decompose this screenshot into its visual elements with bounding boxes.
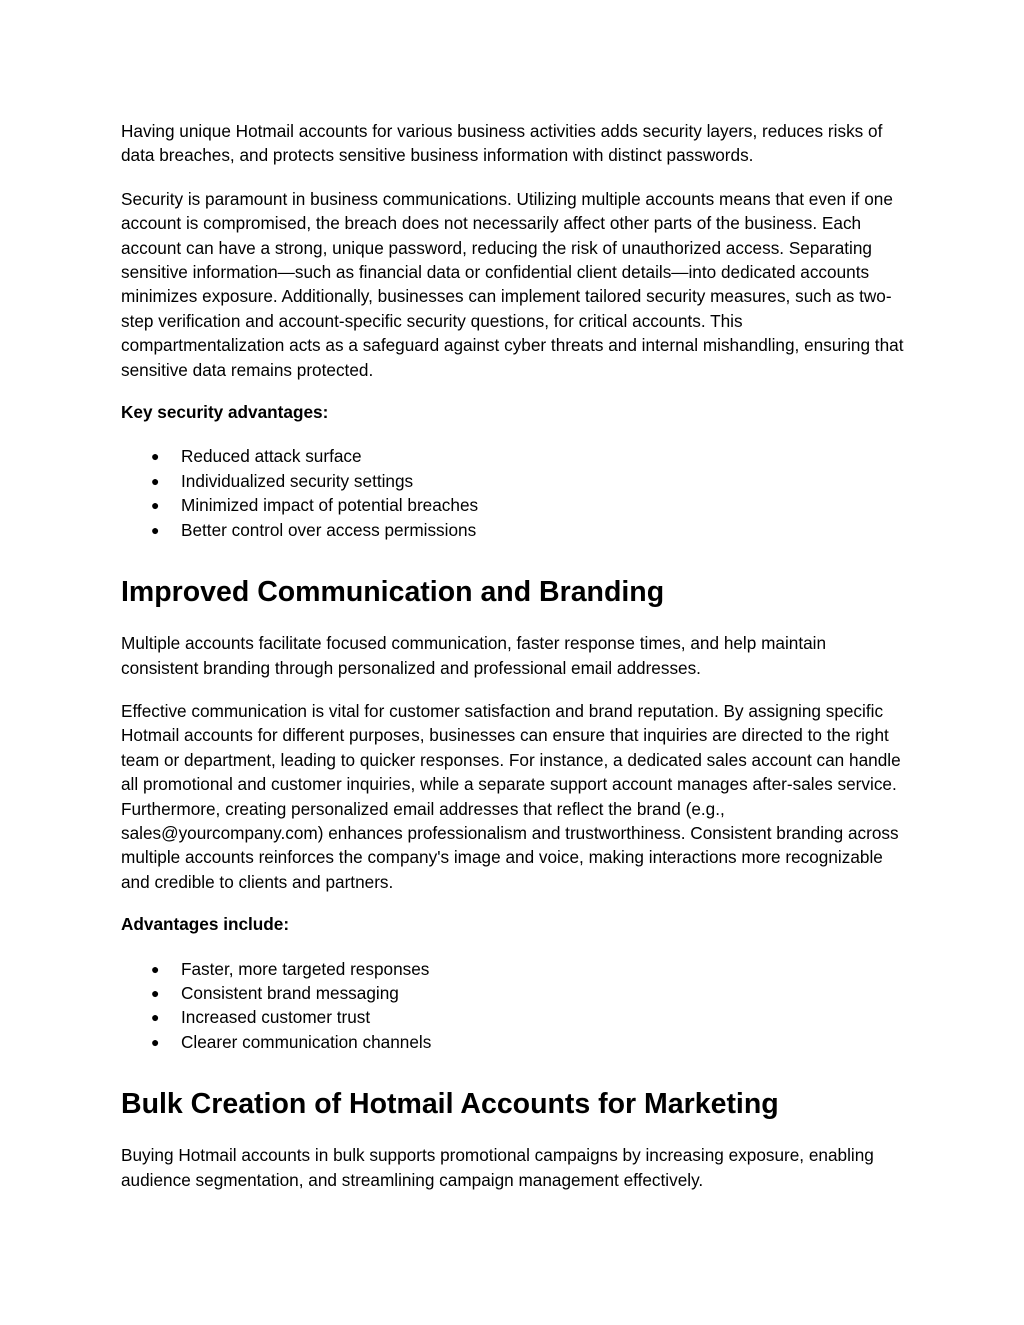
communication-advantages-list	[121, 957, 906, 1055]
security-list-label: Key security advantages:	[121, 402, 329, 423]
bulk-heading: Bulk Creation of Hotmail Accounts for Marketing	[121, 1088, 779, 1121]
list-item	[121, 444, 906, 468]
list-item-text: Faster, more targeted responses	[181, 958, 430, 979]
list-item-text: Better control over access permissions	[181, 519, 477, 540]
communication-list-label: Advantages include:	[121, 914, 290, 935]
list-item-text: Clearer communication channels	[181, 1031, 432, 1052]
bullet-icon: ●	[151, 984, 160, 1001]
list-item	[121, 1005, 906, 1029]
bullet-icon: ●	[151, 497, 160, 514]
bullet-icon: ●	[151, 1009, 160, 1026]
list-item-text: Consistent brand messaging	[181, 982, 399, 1003]
list-item-text: Reduced attack surface	[181, 446, 362, 467]
list-item-text: Minimized impact of potential breaches	[181, 495, 479, 516]
list-item	[121, 1030, 906, 1054]
communication-detail-paragraph: Effective communication is vital for customer satisfaction and brand reputation. By assigning specific Hotmail accounts for different purposes, businesses can ensure that inquiries are directed to the right team or department, leading to quicker responses. For instance, a dedicated sales account can handle all promotional and customer inquiries, while a separate support account manages after-sales service. Furthermore, creating personalized email addresses that reflect the brand (e.g., sales@yourcompany.com) enhances professionalism and trustworthiness. Consistent branding across multiple accounts reinforces the company's image and voice, making interactions more recognizable and credible to clients and partners.	[121, 700, 901, 892]
list-item	[121, 469, 906, 493]
bulk-intro-paragraph: Buying Hotmail accounts in bulk supports promotional campaigns by increasing exposure, enabling audience segmentation, and streamlining campaign management effectively.	[121, 1145, 874, 1190]
bullet-icon: ●	[151, 472, 160, 489]
security-advantages-list	[121, 444, 906, 542]
list-item	[121, 981, 906, 1005]
communication-heading: Improved Communication and Branding	[121, 576, 665, 609]
list-item	[121, 518, 906, 542]
list-item-text: Individualized security settings	[181, 470, 414, 491]
list-item-text: Increased customer trust	[181, 1007, 371, 1028]
bullet-icon: ●	[151, 448, 160, 465]
communication-intro-paragraph: Multiple accounts facilitate focused communication, faster response times, and help maintain consistent branding through personalized and professional email addresses.	[121, 633, 827, 678]
bullet-icon: ●	[151, 1033, 160, 1050]
security-intro-paragraph: Having unique Hotmail accounts for various business activities adds security layers, reduces risks of data breaches, and protects sensitive business information with distinct passwords.	[121, 121, 883, 166]
security-detail-paragraph: Security is paramount in business communications. Utilizing multiple accounts means that even if one account is compromised, the breach does not necessarily affect other parts of the business. Each account can have a strong, unique password, reducing the risk of unauthorized access. Separating sensitive information—such as financial data or confidential client details—into dedicated accounts minimizes exposure. Additionally, businesses can implement tailored security measures, such as two-step verification and account-specific security questions, for critical accounts. This compartmentalization acts as a safeguard against cyber threats and internal mishandling, ensuring that sensitive data remains protected.	[121, 188, 904, 380]
bullet-icon: ●	[151, 521, 160, 538]
list-item	[121, 493, 906, 517]
bullet-icon: ●	[151, 960, 160, 977]
list-item	[121, 957, 906, 981]
